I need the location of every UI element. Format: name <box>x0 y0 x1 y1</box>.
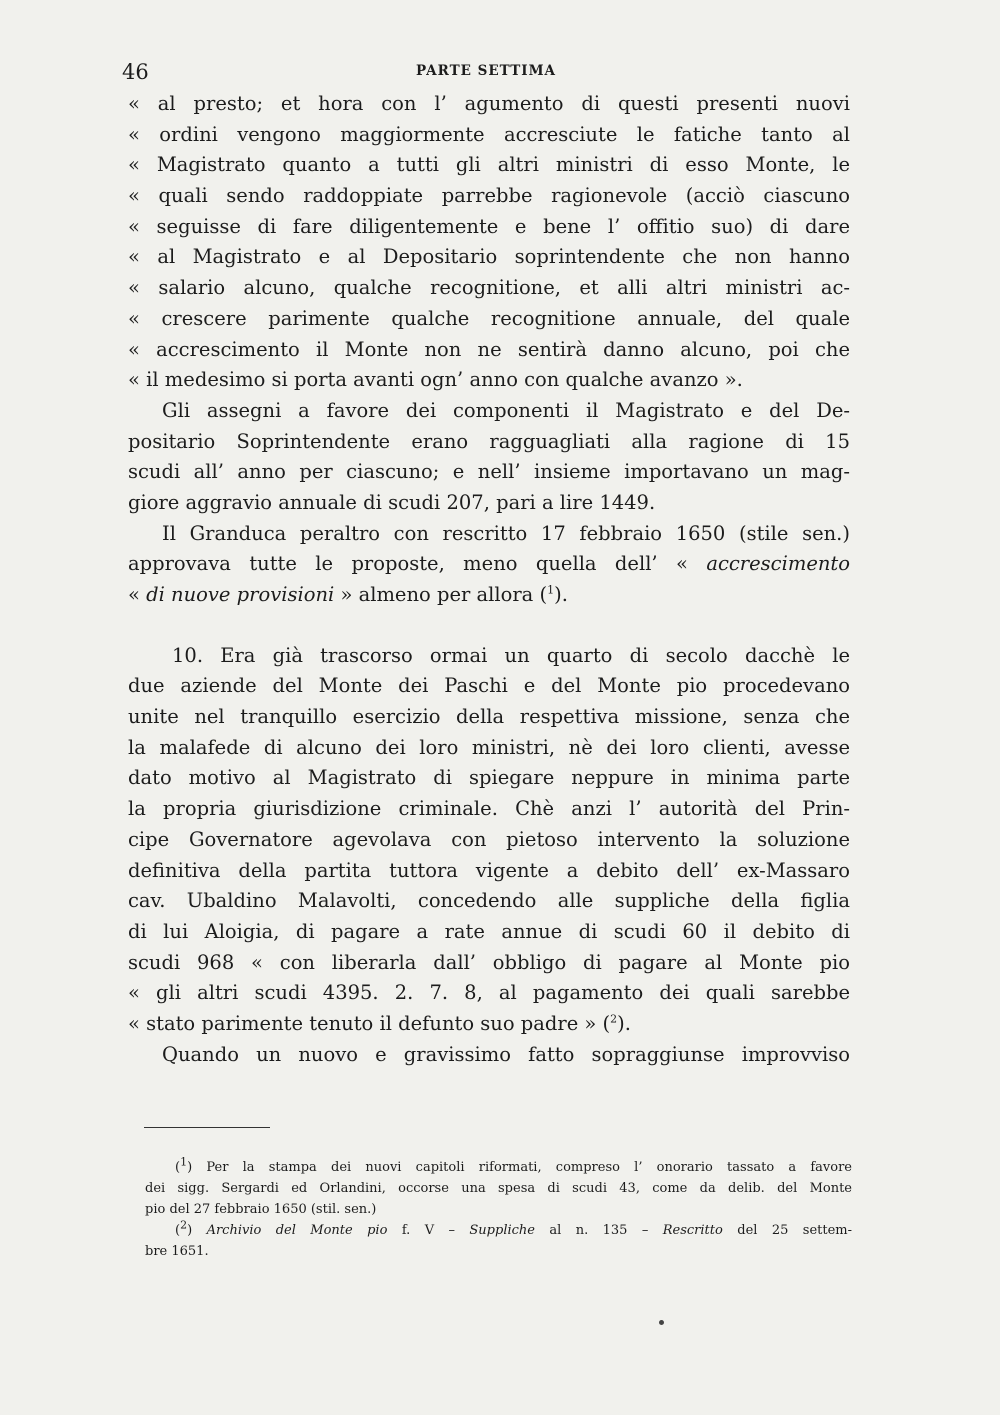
text-line: cipe Governatore agevolava con pietoso intervento la soluzione <box>128 827 850 851</box>
text-run: « stato parimente tenuto il defunto suo padre » ( <box>128 1011 611 1035</box>
text-line: « gli altri scudi 4395. 2. 7. 8, al pagamento dei quali sarebbe <box>128 981 850 1005</box>
italic-text: Archivio del Monte pio <box>206 1223 388 1238</box>
text-line: definitiva della partita tuttora vigente a debito dell’ ex-Massaro <box>128 858 850 882</box>
ink-speck <box>659 1320 664 1325</box>
text-line: di lui Aloigia, di pagare a rate annue di scudi 60 il debito di <box>128 919 850 943</box>
text-line: « Magistrato quanto a tutti gli altri ministri di esso Monte, le <box>128 153 850 177</box>
text-line: due aziende del Monte dei Paschi e del Monte pio procedevano <box>128 674 850 698</box>
text-line: « salario alcuno, qualche recognitione, et alli altri ministri ac- <box>128 276 850 300</box>
text-line: positario Soprintendente erano ragguagliati alla ragione di 15 <box>128 429 850 453</box>
footnotes <box>145 1157 852 1262</box>
italic-text: Rescritto <box>662 1223 723 1238</box>
text-line: unite nel tranquillo esercizio della respettiva missione, senza che <box>128 705 850 729</box>
text-line: scudi 968 « con liberarla dall’ obbligo di pagare al Monte pio <box>128 950 850 974</box>
body-text <box>128 89 850 1070</box>
footnote-text: ) <box>187 1223 207 1238</box>
text-line <box>128 549 850 580</box>
text-line: Quando un nuovo e gravissimo fatto sopraggiunse improvviso <box>162 1042 850 1066</box>
footnote-text: al n. 135 – <box>535 1223 663 1238</box>
footnote-text: f. V – <box>387 1223 470 1238</box>
italic-text: Suppliche <box>469 1223 535 1238</box>
footnote-ref-1: 1 <box>547 583 555 597</box>
footnote-line: dei sigg. Sergardi ed Orlandini, occorse una spesa di scudi 43, come da delib. del Monte <box>145 1181 852 1196</box>
text-line: « crescere parimente qualche recognitione annuale, del quale <box>128 306 850 330</box>
footnote-1: ($^1$) Per la stampa dei nuovi capitoli riformati, compreso l’ onorario tassato a favore <box>175 1155 852 1175</box>
page-number: 46 <box>122 60 149 84</box>
footnote-text: del 25 settem- <box>722 1223 852 1238</box>
footnote-mark: 1 <box>180 1155 188 1169</box>
text-line: la propria giurisdizione criminale. Chè anzi l’ autorità del Prin- <box>128 797 850 821</box>
page-header <box>122 60 850 90</box>
text-line <box>128 580 850 611</box>
footnote-ref-2: 2 <box>610 1012 618 1026</box>
text-run: ). <box>617 1011 631 1035</box>
text-line: « al Magistrato e al Depositario soprintendente che non hanno <box>128 245 850 269</box>
text-run: ). <box>554 583 568 606</box>
text-line: giore aggravio annuale di scudi 207, pari a lire 1449. <box>128 490 656 514</box>
footnote-text: ) Per la stampa dei nuovi capitoli riformati, compreso l’ onorario tassato a favore <box>187 1160 852 1175</box>
text-line: « al presto; et hora con l’ agumento di questi presenti nuovi <box>128 92 850 115</box>
text-line: Gli assegni a favore dei componenti il Magistrato e del De- <box>162 398 850 422</box>
text-line <box>128 1009 850 1040</box>
italic-text: di nuove provisioni <box>146 583 335 606</box>
text-run: » almeno per allora ( <box>334 583 548 606</box>
text-run: « <box>128 583 147 606</box>
text-line: « il medesimo si porta avanti ogn’ anno con qualche avanzo ». <box>128 368 743 392</box>
italic-text: accrescimento <box>706 552 850 576</box>
footnote-2: ($^2$) Archivio del Monte pio f. V – Suppliche al n. 135 – Rescritto del 25 settem- <box>175 1218 852 1238</box>
text-line: Il Granduca peraltro con rescritto 17 febbraio 1650 (stile sen.) <box>162 521 850 545</box>
text-line: dato motivo al Magistrato di spiegare neppure in minima parte <box>128 766 850 790</box>
text-line: 10. Era già trascorso ormai un quarto di secolo dacchè le <box>172 643 850 667</box>
text-line: « quali sendo raddoppiate parrebbe ragionevole (acciò ciascuno <box>128 184 850 208</box>
footnote-line: pio del 27 febbraio 1650 (stil. sen.) <box>145 1202 377 1217</box>
footnote-line: bre 1651. <box>145 1244 209 1259</box>
text-line: « seguisse di fare diligentemente e bene l’ offitio suo) di dare <box>128 214 850 238</box>
text-line: scudi all’ anno per ciascuno; e nell’ insieme importavano un mag- <box>128 460 850 484</box>
running-head: PARTE SETTIMA <box>415 63 557 79</box>
text-line: la malafede di alcuno dei loro ministri, nè dei loro clienti, avesse <box>128 735 850 759</box>
text-run: approvava tutte le proposte, meno quella dell’ « <box>128 552 707 576</box>
text-line: « accrescimento il Monte non ne sentirà danno alcuno, poi che <box>128 337 850 361</box>
footnote-mark: 2 <box>180 1218 188 1232</box>
text-line: « ordini vengono maggiormente accresciute le fatiche tanto al <box>128 122 850 146</box>
footnote-divider <box>144 1127 270 1128</box>
text-line: cav. Ubaldino Malavolti, concedendo alle suppliche della figlia <box>128 889 850 913</box>
